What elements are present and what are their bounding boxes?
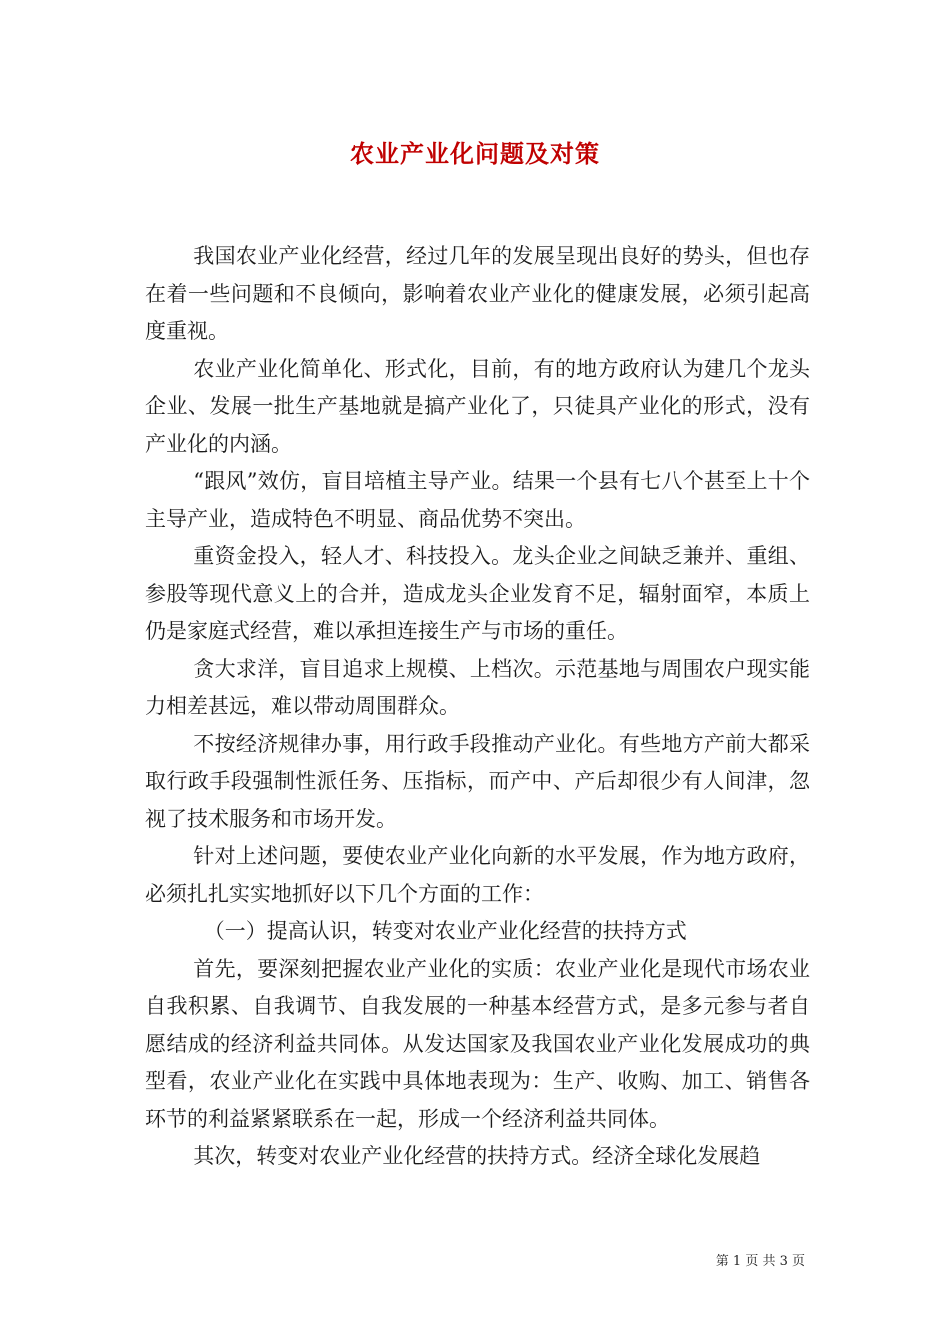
paragraph: 我国农业产业化经营，经过几年的发展呈现出良好的势头，但也存在着一些问题和不良倾向，影响着农业产业化的健康发展，必须引起高度重视。 <box>145 244 810 343</box>
paragraph: 首先，要深刻把握农业产业化的实质：农业产业化是现代市场农业自我积累、自我调节、自我发展的一种基本经营方式，是多元参与者自愿结成的经济利益共同体。从发达国家及我国农业产业化发展成功的典型看，农业产业化在实践中具体地表现为：生产、收购、加工、销售各环节的利益紧紧联系在一起，形成一个经济利益共同体。 <box>145 956 810 1131</box>
section-heading: （一）提高认识，转变对农业产业化经营的扶持方式 <box>203 919 687 943</box>
document-title: 农业产业化问题及对策 <box>350 139 600 168</box>
paragraph: 贪大求洋，盲目追求上规模、上档次。示范基地与周围农户现实能力相差甚远，难以带动周围群众。 <box>145 656 810 718</box>
paragraph: 重资金投入，轻人才、科技投入。龙头企业之间缺乏兼并、重组、参股等现代意义上的合并，造成龙头企业发育不足，辐射面窄，本质上仍是家庭式经营，难以承担连接生产与市场的重任。 <box>145 544 810 643</box>
paragraph: 农业产业化简单化、形式化，目前，有的地方政府认为建几个龙头企业、发展一批生产基地就是搞产业化了，只徒具产业化的形式，没有产业化的内涵。 <box>145 356 810 456</box>
paragraph: 不按经济规律办事，用行政手段推动产业化。有些地方产前大都采取行政手段强制性派任务、压指标，而产中、产后却很少有人间津，忽视了技术服务和市场开发。 <box>145 731 810 831</box>
document-body <box>145 238 810 1176</box>
paragraph: 其次，转变对农业产业化经营的扶持方式。经济全球化发展趋 <box>193 1144 761 1168</box>
paragraph: “跟风”效仿，盲目培植主导产业。结果一个县有七八个甚至上十个主导产业，造成特色不明显、商品优势不突出。 <box>145 469 810 531</box>
page-number-footer: 第 1 页 共 3 页 <box>715 1254 805 1269</box>
paragraph: 针对上述问题，要使农业产业化向新的水平发展，作为地方政府，必须扎扎实实地抓好以下几个方面的工作： <box>145 844 810 906</box>
